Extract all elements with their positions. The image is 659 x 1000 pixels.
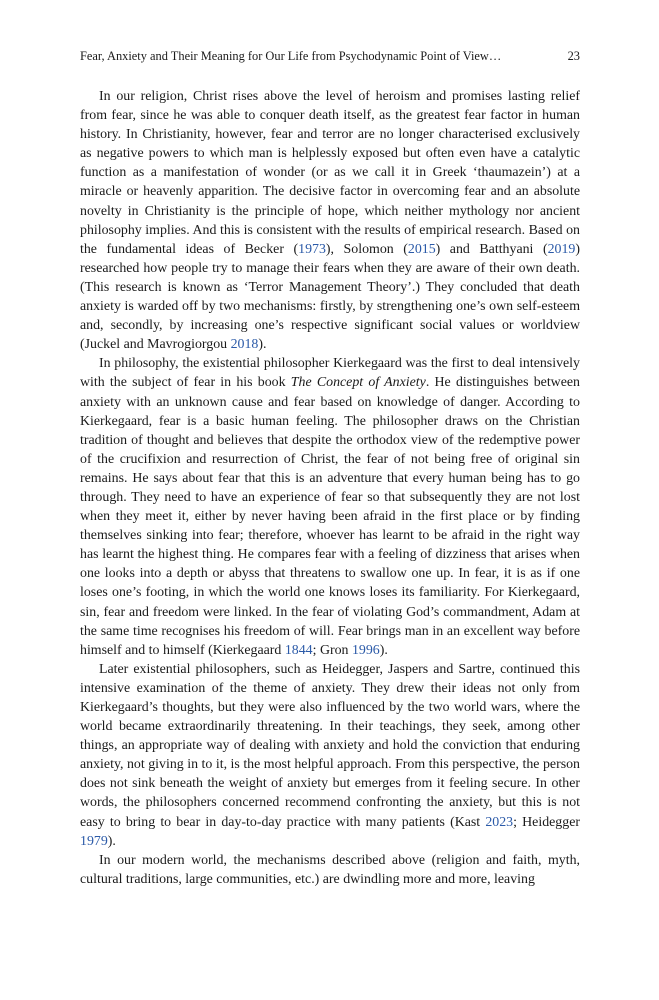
text-run: ; Heidegger <box>513 814 580 830</box>
citation-link[interactable]: 2019 <box>547 241 576 257</box>
text-run: ). <box>379 642 388 658</box>
citation-link[interactable]: 1973 <box>298 241 326 257</box>
citation-link[interactable]: 1844 <box>284 642 313 658</box>
text-run: ) researched how people try to manage their fears when they are aware of their own death. (This research is known as ‘Terror Management Theory’.) They concluded that death anxiety is warded off by two mechanisms: firstly, by strengthening one’s own self-esteem and, secondly, by increasing one’s respective significant social values or worldview (Juckel and Mavrogiorgou <box>80 241 580 353</box>
text-run: In our modern world, the mechanisms described above (religion and faith, myth, cultural traditions, large communities, etc.) are dwindling more and more, leaving <box>80 852 580 887</box>
paragraph <box>80 660 580 851</box>
paragraph <box>80 87 580 354</box>
page-number: 23 <box>567 49 580 63</box>
book-title: The Concept of Anxiety <box>290 375 426 391</box>
text-run: ). <box>258 337 267 353</box>
paragraph <box>80 851 580 889</box>
body-text <box>80 87 580 889</box>
text-run: . He distinguishes between anxiety with an unknown cause and fear based on knowledge of danger. According to Kierkegaard, fear is a basic human feeling. The philosopher draws on the Christian tradition of thought and believes that despite the orthodox view of the redemptive power of the crucifixion and resurrection of Christ, the fear of not being free of original sin remains. He says about fear that this is an adventure that every human being has to go through. They need to have an experience of fear so that subsequently they are not lost when they meet it, either by never having been afraid in the first place or by finding themselves sinking into fear; therefore, whoever has learnt to be afraid in the right way has learnt the highest thing. He compares fear with a feeling of dizziness that arises when one looks into a depth or abyss that threatens to swallow one up. In fear, it is as if one loses one’s footing, in which the world one knows loses its familiarity. For Kierkegaard, sin, fear and freedom were linked. In the fear of violating God’s commandment, Adam at the same time recognises his freedom of will. Fear brings man in an excellent way before himself and to himself (Kierkegaard <box>80 375 580 658</box>
citation-link[interactable]: 1996 <box>351 642 380 658</box>
running-title: Fear, Anxiety and Their Meaning for Our Life from Psychodynamic Point of View… <box>80 49 502 63</box>
running-header <box>80 48 580 64</box>
text-run: In philosophy, the existential philosopher Kierkegaard was the first to deal intensively with the subject of fear in his book <box>80 356 580 391</box>
text-run: ), Solomon ( <box>325 241 408 257</box>
text-run: Later existential philosophers, such as Heidegger, Jaspers and Sartre, continued this intensive examination of the theme of anxiety. They drew their ideas not only from Kierkegaard’s thoughts, but they were also influenced by the two world wars, where the world became extraordinarily threatening. In their teachings, they seek, among other things, an appropriate way of dealing with anxiety and hold the conviction that enduring anxiety, not giving in to it, is the most helpful approach. From this perspective, the person does not sink beneath the weight of anxiety but emerges from it feeling secure. In other words, the philosophers concerned recommend confronting the anxiety, but this is not easy to bring to bear in day-to-day practice with many patients (Kast <box>80 661 580 830</box>
text-run: ; Gron <box>312 642 352 658</box>
text-run: In our religion, Christ rises above the level of heroism and promises lasting relief from fear, since he was able to conquer death itself, as the greatest fear factor in human history. In Christianity, however, fear and terror are no longer characterised exclusively as negative powers to which man is helplessly exposed but often even have a catalytic function as a manifestation of wonder (or as we call it in Greek ‘thaumazein’) at a miracle or heavenly apparition. The decisive factor in overcoming fear and an absolute novelty in Christianity is the principle of hope, which neither mythology nor ancient philosophy implies. And this is consistent with the results of empirical research. Based on the fundamental ideas of Becker ( <box>80 89 580 257</box>
paragraph <box>80 354 580 660</box>
text-run: ) and Batthyani ( <box>435 241 548 257</box>
citation-link[interactable]: 2018 <box>230 337 259 353</box>
citation-link[interactable]: 1979 <box>80 833 108 849</box>
citation-link[interactable]: 2015 <box>407 241 436 257</box>
text-run: ). <box>107 833 116 849</box>
citation-link[interactable]: 2023 <box>485 814 514 830</box>
